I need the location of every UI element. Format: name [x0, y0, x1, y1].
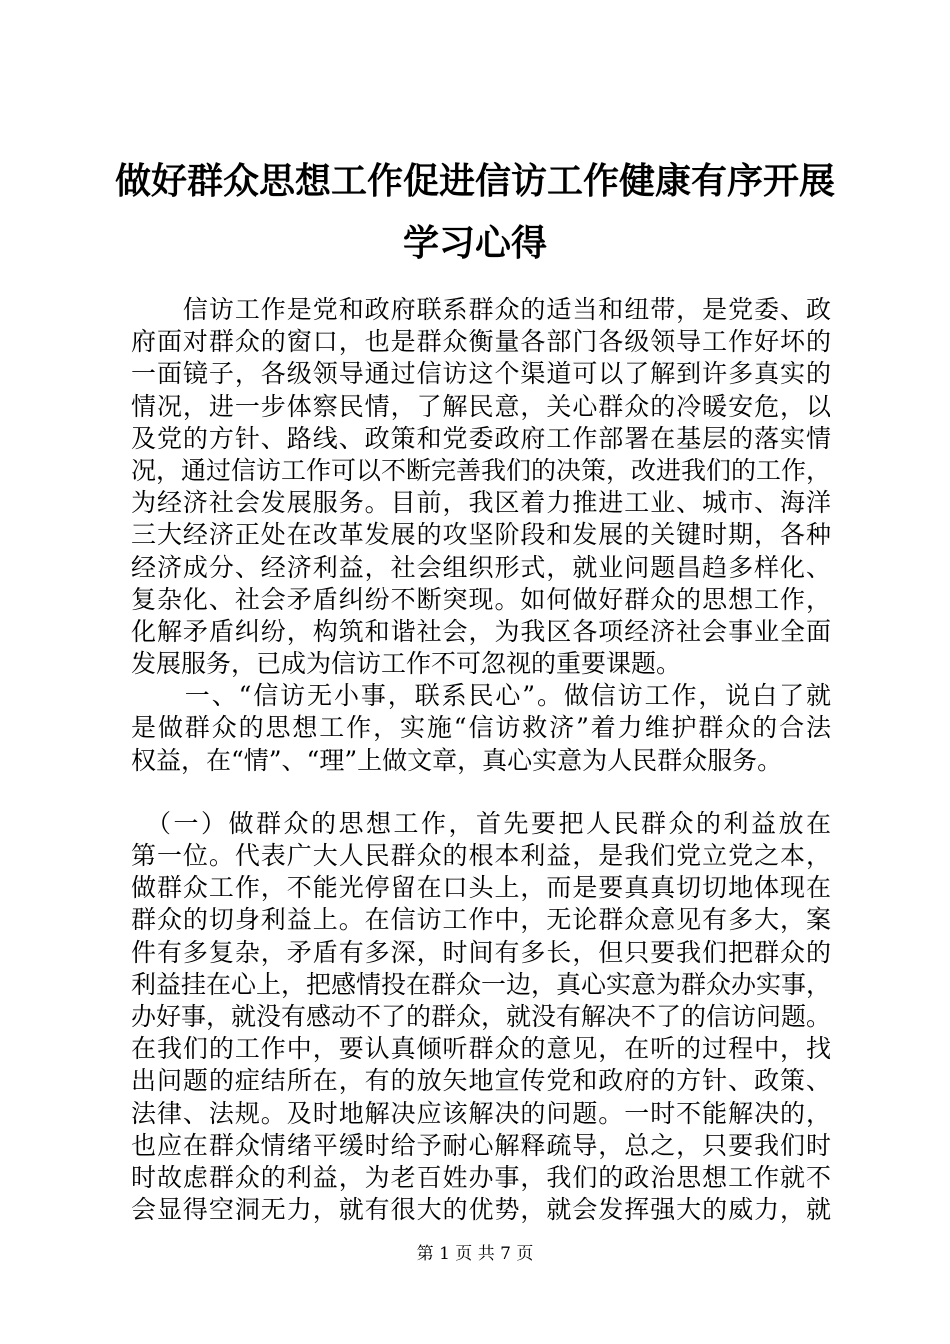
text-line: 况，通过信访工作可以不断完善我们的决策，改进我们的工作，: [131, 455, 832, 485]
text-line: 经济成分、经济利益，社会组织形式，就业问题昌趋多样化、: [131, 552, 831, 582]
page-number-footer: 第 1 页 共 7 页: [416, 1244, 534, 1264]
text-line: 府面对群众的窗口，也是群众衡量各部门各级领导工作好坏的: [131, 327, 831, 357]
paragraph-intro: [131, 294, 831, 680]
text-line: 一面镜子，各级领导通过信访这个渠道可以了解到许多真实的: [131, 359, 831, 389]
text-line: 化解矛盾纠纷，构筑和谐社会，为我区各项经济社会事业全面: [131, 616, 831, 646]
text-line: 在我们的工作中，要认真倾听群众的意见，在听的过程中，找: [131, 1034, 831, 1064]
text-line: 也应在群众情绪平缓时给予耐心解释疏导，总之，只要我们时: [131, 1130, 831, 1160]
text-line: 情况，进一步体察民情，了解民意，关心群众的冷暖安危，以: [131, 391, 831, 421]
document-title-line-1: 做好群众思想工作促进信访工作健康有序开展: [114, 161, 835, 202]
text-line: 做群众工作，不能光停留在口头上，而是要真真切切地体现在: [131, 873, 831, 903]
text-line: 法律、法规。及时地解决应该解决的问题。一时不能解决的，: [131, 1098, 831, 1128]
text-line: 利益挂在心上，把感情投在群众一边，真心实意为群众办实事，: [131, 969, 832, 999]
paragraph-subsection-one: [131, 808, 831, 1226]
text-line: 是做群众的思想工作，实施“信访救济”着力维护群众的合法: [131, 713, 831, 743]
document-body: [131, 294, 831, 1226]
text-line: 信访工作是党和政府联系群众的适当和纽带，是党委、政: [131, 295, 831, 324]
text-line: 会显得空洞无力，就有很大的优势，就会发挥强大的威力，就: [131, 1195, 831, 1225]
text-line: 办好事，就没有感动不了的群众，就没有解决不了的信访问题。: [131, 1001, 832, 1031]
text-line: 件有多复杂，矛盾有多深，时间有多长，但只要我们把群众的: [131, 937, 831, 967]
text-line: 为经济社会发展服务。目前，我区着力推进工业、城市、海洋: [131, 488, 831, 518]
text-line: 发展服务，已成为信访工作不可忽视的重要课题。: [131, 649, 682, 679]
text-line: （一）做群众的思想工作，首先要把人民群众的利益放在: [131, 808, 831, 838]
document-title-line-2: 学习心得: [402, 223, 547, 264]
text-line: 三大经济正处在改革发展的攻坚阶段和发展的关键时期，各种: [131, 520, 831, 550]
text-line: 第一位。代表广大人民群众的根本利益，是我们党立党之本，: [131, 841, 831, 870]
text-line: 复杂化、社会矛盾纠纷不断突现。如何做好群众的思想工作，: [131, 584, 831, 614]
paragraph-section-one: [131, 680, 831, 777]
paragraph-spacer: [131, 777, 831, 808]
text-line: 出问题的症结所在，有的放矢地宣传党和政府的方针、政策、: [131, 1066, 831, 1096]
text-line: 及党的方针、路线、政策和党委政府工作部署在基层的落实情: [131, 423, 831, 453]
text-line: 权益，在“情”、“理”上做文章，真心实意为人民群众服务。: [131, 745, 783, 775]
text-line: 时故虑群众的利益，为老百姓办事，我们的政治思想工作就不: [131, 1162, 831, 1192]
text-line: 一、“信访无小事，联系民心”。做信访工作，说白了就: [131, 681, 831, 711]
text-line: 群众的切身利益上。在信访工作中，无论群众意见有多大，案: [131, 905, 831, 935]
